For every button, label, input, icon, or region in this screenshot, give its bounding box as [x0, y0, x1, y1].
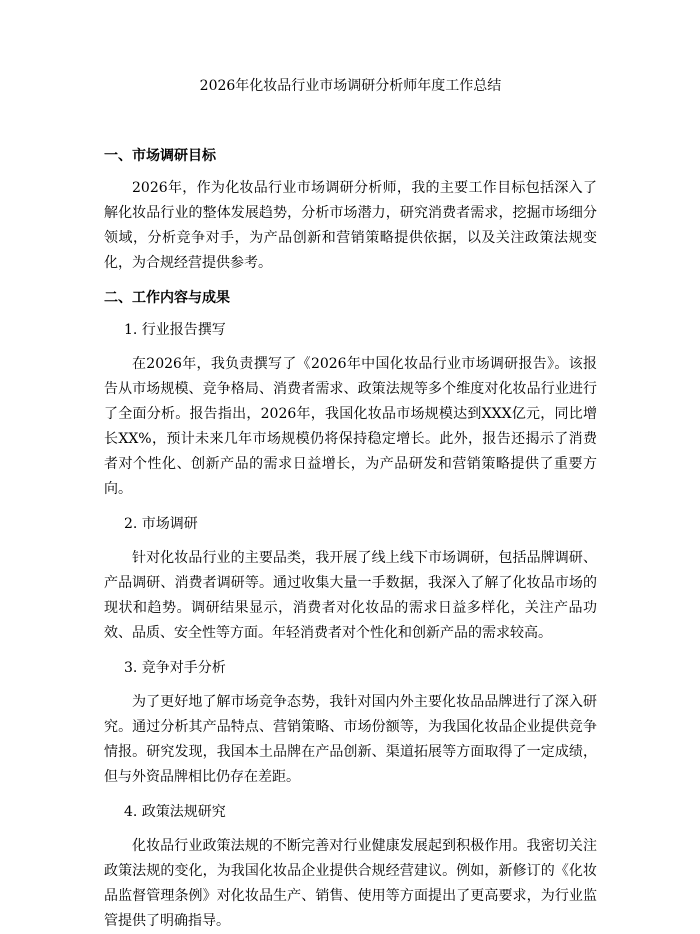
subsection-heading-policy: 4. 政策法规研究 [124, 804, 226, 820]
subsection-heading-competitors: 3. 竞争对手分析 [124, 660, 226, 676]
document-title: 2026年化妆品行业市场调研分析师年度工作总结 [199, 78, 502, 94]
section-heading-goals: 一、市场调研目标 [104, 148, 216, 164]
subsection-paragraph-competitors: 为了更好地了解市场竞争态势，我针对国内外主要化妆品品牌进行了深入研究。通过分析其产品特点、营销策略、市场份额等，为我国化妆品企业提供竞争情报。研究发现，我国本土品牌在产品创新、渠道拓展等方面取得了一定成绩，但与外资品牌相比仍存在差距。 [104, 694, 597, 785]
subsection-paragraph-policy: 化妆品行业政策法规的不断完善对行业健康发展起到积极作用。我密切关注政策法规的变化，为我国化妆品企业提供合规经营建议。例如，新修订的《化妆品监督管理条例》对化妆品生产、销售、使用等方面提出了更高要求，为行业监管提供了明确指导。 [104, 838, 597, 929]
subsection-paragraph-report: 在2026年，我负责撰写了《2026年中国化妆品行业市场调研报告》。该报告从市场规模、竞争格局、消费者需求、政策法规等多个维度对化妆品行业进行了全面分析。报告指出，2026年，我国化妆品市场规模达到XXX亿元，同比增长XX%，预计未来几年市场规模仍将保持稳定增长。此外，报告还揭示了消费者对个性化、创新产品的需求日益增长，为产品研发和营销策略提供了重要方向。 [104, 356, 597, 497]
subsection-heading-report: 1. 行业报告撰写 [124, 322, 226, 338]
subsection-heading-research: 2. 市场调研 [124, 516, 198, 532]
subsection-paragraph-research: 针对化妆品行业的主要品类，我开展了线上线下市场调研，包括品牌调研、产品调研、消费者调研等。通过收集大量一手数据，我深入了解了化妆品市场的现状和趋势。调研结果显示，消费者对化妆品的需求日益多样化，关注产品功效、品质、安全性等方面。年轻消费者对个性化和创新产品的需求较高。 [104, 550, 597, 641]
section-heading-work: 二、工作内容与成果 [104, 290, 230, 306]
section-paragraph-goals: 2026年，作为化妆品行业市场调研分析师，我的主要工作目标包括深入了解化妆品行业的整体发展趋势，分析市场潜力，研究消费者需求，挖掘市场细分领域，分析竞争对手，为产品创新和营销策略提供依据，以及关注政策法规变化，为合规经营提供参考。 [104, 180, 597, 271]
